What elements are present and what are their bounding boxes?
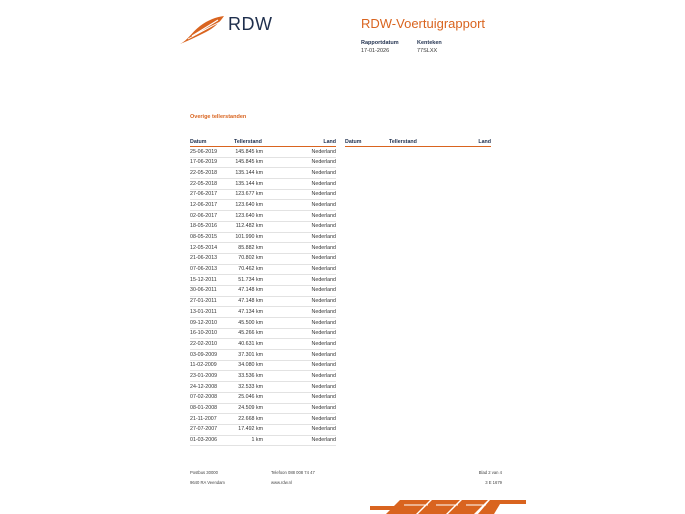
cell-tellerstand: 51.734 km (238, 276, 263, 283)
col-tellerstand: Tellerstand (389, 139, 417, 145)
cell-tellerstand: 145.845 km (235, 148, 263, 155)
cell-land: Nederland (311, 201, 336, 208)
cell-tellerstand: 24.509 km (238, 405, 263, 411)
cell-tellerstand: 112.482 km (235, 223, 263, 230)
cell-land: Nederland (311, 351, 336, 358)
cell-datum: 11-02-2009 (190, 362, 217, 369)
cell-datum: 08-05-2015 (190, 234, 218, 240)
footer-postbus: Postbus 30000 (190, 470, 218, 475)
decorative-stripes-icon (370, 496, 526, 514)
cell-tellerstand: 25.046 km (238, 394, 263, 401)
table-row (190, 382, 336, 393)
cell-land: Nederland (311, 394, 336, 401)
cell-land: Nederland (311, 383, 336, 390)
table-row (190, 254, 336, 265)
cell-datum: 27-06-2017 (190, 191, 218, 198)
cell-land: Nederland (311, 437, 336, 444)
cell-datum: 21-11-2007 (190, 415, 217, 422)
col-land: Land (323, 139, 336, 145)
logo-text: RDW (228, 14, 273, 34)
table-body (190, 147, 336, 446)
cell-land: Nederland (311, 415, 336, 422)
cell-tellerstand: 135.144 km (235, 180, 263, 187)
cell-land: Nederland (311, 180, 336, 187)
cell-tellerstand: 101.990 km (235, 234, 263, 240)
cell-land: Nederland (311, 319, 336, 326)
table-row (190, 200, 336, 211)
cell-land: Nederland (311, 308, 336, 315)
cell-datum: 16-10-2010 (190, 330, 218, 337)
cell-tellerstand: 45.500 km (238, 319, 263, 326)
table-row (190, 318, 336, 329)
cell-datum: 30-06-2011 (190, 287, 217, 294)
rdw-logo-icon (178, 14, 226, 46)
section-title: Overige tellerstanden (190, 114, 247, 120)
cell-land: Nederland (311, 405, 336, 411)
cell-tellerstand: 34.080 km (238, 362, 263, 369)
table-row (190, 339, 336, 350)
footer-address (190, 470, 225, 490)
kenteken-value: 77SLXX (417, 48, 438, 54)
cell-land: Nederland (311, 244, 336, 251)
cell-tellerstand: 37.301 km (238, 351, 263, 358)
cell-datum: 07-06-2013 (190, 266, 218, 273)
cell-tellerstand: 17.492 km (238, 426, 263, 433)
cell-tellerstand: 32.533 km (238, 383, 263, 390)
cell-tellerstand: 47.134 km (238, 308, 263, 315)
table-row (190, 286, 336, 297)
cell-tellerstand: 70.462 km (238, 266, 263, 273)
table-row (190, 425, 336, 436)
cell-land: Nederland (311, 298, 336, 305)
cell-land: Nederland (311, 426, 336, 433)
cell-datum: 22-05-2018 (190, 180, 218, 187)
report-title: RDW-Voertuigrapport (361, 16, 486, 31)
cell-datum: 18-05-2016 (190, 223, 218, 230)
cell-tellerstand: 145.845 km (235, 159, 263, 166)
table-row (190, 190, 336, 201)
cell-land: Nederland (311, 223, 336, 230)
cell-datum: 12-06-2017 (190, 201, 218, 208)
cell-tellerstand: 135.144 km (235, 169, 263, 176)
cell-datum: 25-06-2019 (190, 148, 218, 155)
cell-land: Nederland (311, 372, 336, 379)
table-row (190, 243, 336, 254)
cell-datum: 07-02-2008 (190, 394, 218, 401)
table-row (190, 168, 336, 179)
table-row (190, 179, 336, 190)
cell-datum: 01-03-2006 (190, 437, 218, 444)
footer-telefoon: Telefoon 088 008 74 47 (271, 470, 315, 475)
table-header (190, 139, 336, 147)
footer-website[interactable]: www.rdw.nl (271, 480, 292, 485)
cell-tellerstand: 22.668 km (238, 415, 263, 422)
cell-land: Nederland (311, 234, 336, 240)
cell-datum: 17-06-2019 (190, 159, 218, 166)
rapportdatum-label: Rapportdatum (361, 40, 399, 46)
rapportdatum (361, 40, 399, 54)
footer-address-line: 9640 RA Veendam (190, 480, 225, 485)
odometer-table-left (190, 139, 336, 446)
table-row (190, 404, 336, 415)
cell-land: Nederland (311, 276, 336, 283)
col-datum: Datum (345, 139, 362, 145)
col-datum: Datum (190, 139, 207, 145)
cell-datum: 08-01-2008 (190, 405, 218, 411)
cell-datum: 22-02-2010 (190, 340, 218, 347)
cell-land: Nederland (311, 287, 336, 294)
cell-land: Nederland (311, 266, 336, 273)
cell-tellerstand: 1 km (251, 437, 263, 444)
cell-tellerstand: 123.640 km (235, 212, 263, 219)
table-row (190, 265, 336, 276)
cell-land: Nederland (311, 159, 336, 166)
table-row (190, 233, 336, 244)
cell-land: Nederland (311, 148, 336, 155)
table-row (190, 158, 336, 169)
footer-code: 3 E 1679 (485, 480, 502, 485)
cell-tellerstand: 85.882 km (238, 244, 263, 251)
col-tellerstand: Tellerstand (234, 139, 262, 145)
table-row (190, 307, 336, 318)
table-header (345, 139, 491, 147)
cell-datum: 24-12-2008 (190, 383, 218, 390)
kenteken-label: Kenteken (417, 40, 442, 46)
table-row (190, 147, 336, 158)
table-row (190, 222, 336, 233)
rapportdatum-value: 17-01-2026 (361, 48, 390, 54)
cell-datum: 22-05-2018 (190, 169, 218, 176)
table-row (190, 436, 336, 447)
cell-tellerstand: 45.266 km (238, 330, 263, 337)
cell-tellerstand: 47.148 km (238, 287, 263, 294)
cell-datum: 09-12-2010 (190, 319, 218, 326)
cell-tellerstand: 40.631 km (238, 340, 263, 347)
odometer-table-right (345, 139, 491, 147)
cell-tellerstand: 123.640 km (235, 201, 263, 208)
table-row (190, 211, 336, 222)
cell-datum: 23-01-2009 (190, 372, 218, 379)
cell-datum: 27-07-2007 (190, 426, 218, 433)
table-row (190, 371, 336, 382)
cell-land: Nederland (311, 362, 336, 369)
table-row (190, 350, 336, 361)
cell-datum: 27-01-2011 (190, 298, 217, 305)
cell-tellerstand: 70.802 km (238, 255, 263, 262)
cell-tellerstand: 123.677 km (235, 191, 263, 198)
table-row (190, 275, 336, 286)
col-land: Land (478, 139, 491, 145)
cell-datum: 21-06-2013 (190, 255, 218, 262)
cell-land: Nederland (311, 340, 336, 347)
kenteken (417, 40, 442, 54)
footer-page-number: Blad 2 van 4 (478, 470, 502, 475)
table-row (190, 297, 336, 308)
cell-datum: 13-01-2011 (190, 308, 217, 315)
footer-contact (271, 470, 315, 490)
table-row (190, 414, 336, 425)
cell-datum: 12-05-2014 (190, 244, 218, 251)
cell-tellerstand: 47.148 km (238, 298, 263, 305)
table-row (190, 361, 336, 372)
cell-datum: 03-09-2009 (190, 351, 218, 358)
cell-land: Nederland (311, 169, 336, 176)
cell-land: Nederland (311, 191, 336, 198)
table-row (190, 393, 336, 404)
footer-page (430, 470, 502, 490)
table-row (190, 329, 336, 340)
cell-tellerstand: 33.536 km (238, 372, 263, 379)
cell-land: Nederland (311, 255, 336, 262)
cell-land: Nederland (311, 212, 336, 219)
cell-datum: 15-12-2011 (190, 276, 217, 283)
cell-land: Nederland (311, 330, 336, 337)
cell-datum: 02-06-2017 (190, 212, 218, 219)
